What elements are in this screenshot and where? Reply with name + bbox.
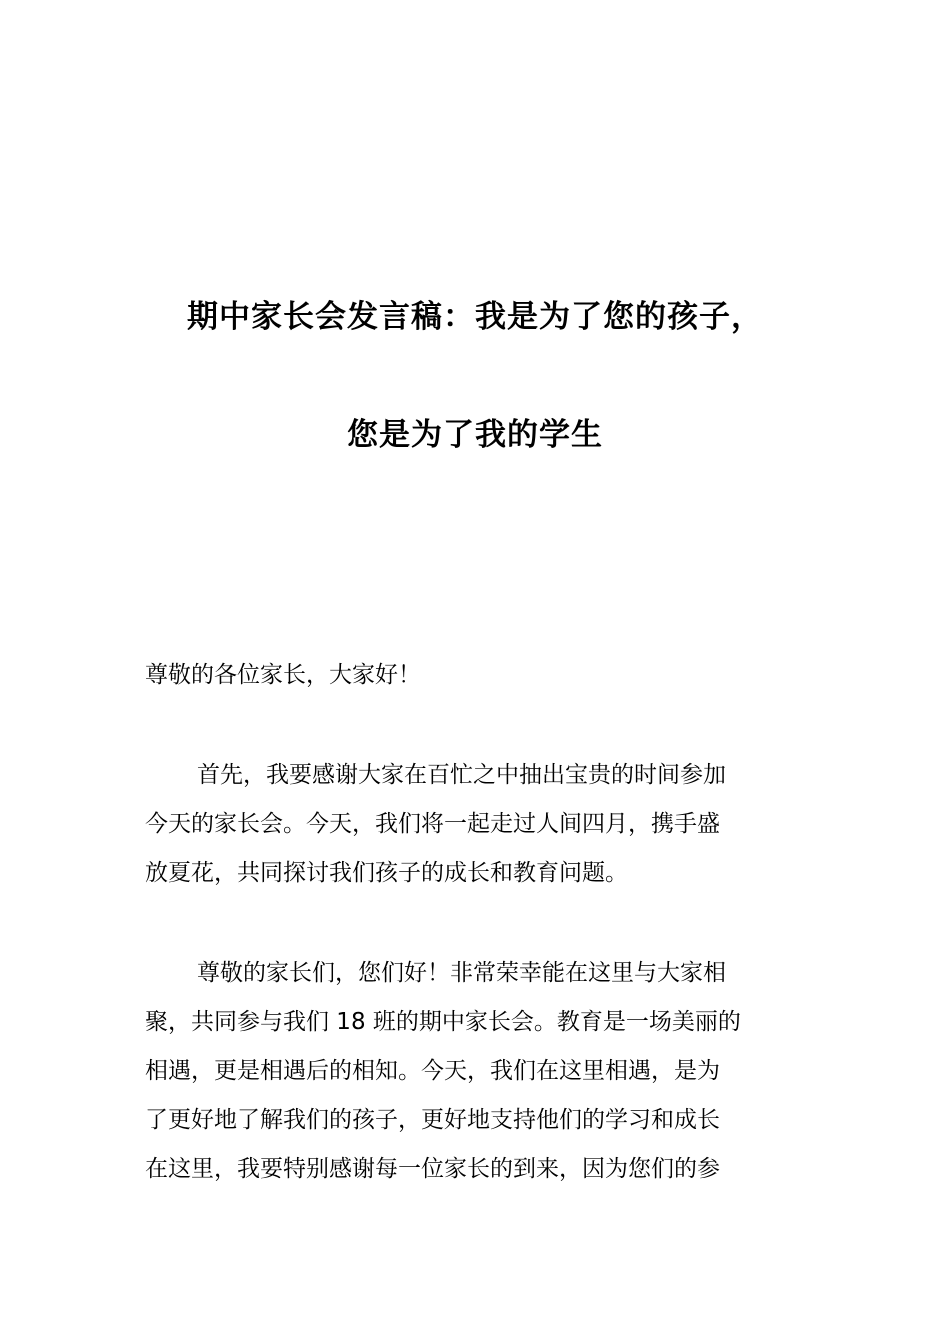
paragraph-1-line-2: 今天的家长会。今天，我们将一起走过人间四月，携手盛 — [145, 811, 720, 837]
paragraph-2-line-4: 了更好地了解我们的孩子，更好地支持他们的学习和成长 — [145, 1107, 720, 1133]
document-title-line-2: 您是为了我的学生 — [347, 417, 603, 453]
paragraph-2-line-2: 聚，共同参与我们 18 班的期中家长会。教育是一场美丽的 — [145, 1009, 741, 1035]
paragraph-2-line-3: 相遇，更是相遇后的相知。今天，我们在这里相遇，是为 — [145, 1058, 720, 1084]
greeting-text: 尊敬的各位家长，大家好！ — [145, 662, 421, 688]
paragraph-1-line-3: 放夏花，共同探讨我们孩子的成长和教育问题。 — [145, 860, 628, 886]
paragraph-2-line-5: 在这里，我要特别感谢每一位家长的到来，因为您们的参 — [145, 1156, 720, 1182]
paragraph-2-line-1: 尊敬的家长们，您们好！非常荣幸能在这里与大家相 — [197, 960, 726, 986]
document-title-line-1: 期中家长会发言稿：我是为了您的孩子， — [187, 299, 763, 335]
paragraph-1 — [145, 751, 805, 898]
paragraph-1-line-1: 首先，我要感谢大家在百忙之中抽出宝贵的时间参加 — [197, 762, 726, 788]
paragraph-2 — [145, 949, 805, 1194]
